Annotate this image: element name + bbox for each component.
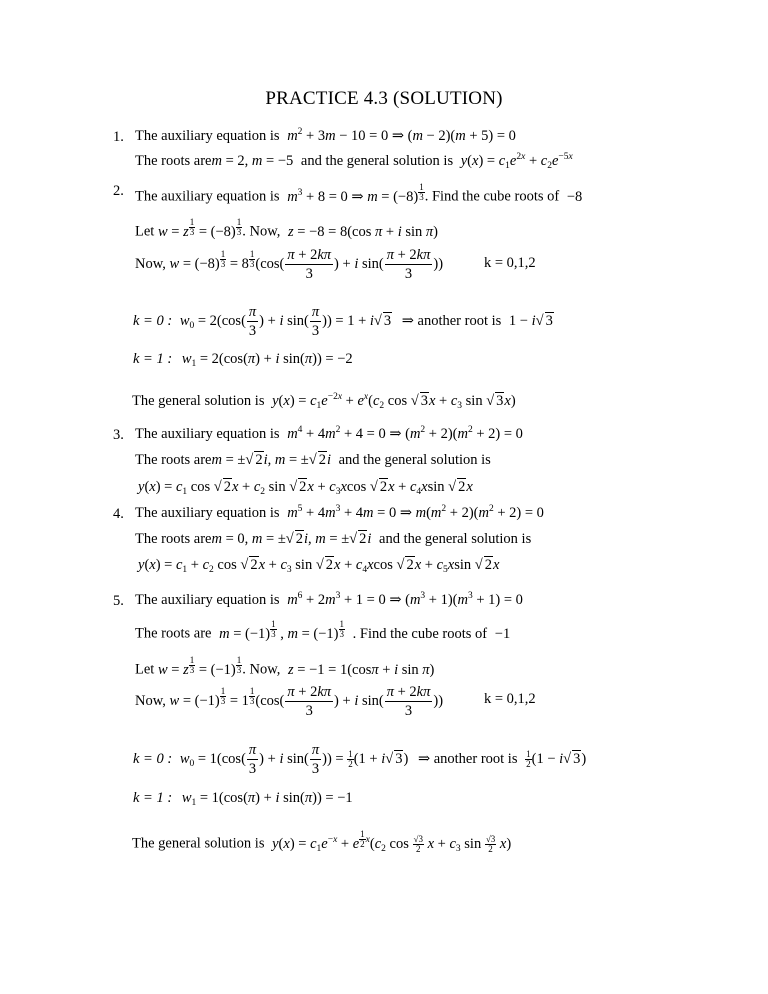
problem-5-k-range: k = 0,1,2 (484, 691, 536, 707)
problem-3-aux-line (135, 427, 523, 442)
problem-5-aux-line (135, 593, 523, 608)
aux-label: The auxiliary equation is (135, 505, 280, 521)
roots-label: The roots are (135, 452, 212, 468)
another-root-value: 1 − i√ 3 (508, 312, 553, 329)
problem-2-k1-line (133, 352, 353, 367)
problem-5-general-line (132, 830, 511, 854)
cube-roots-value: −1 (494, 625, 511, 642)
cube-roots-value: −8 (566, 188, 583, 205)
aux-label: The auxiliary equation is (135, 592, 280, 608)
aux-equation: $m^6 + 2m^3 + 1 = 0$ ⇒ $(m^3 + 1)(m^3 + 1) = 0$ (287, 591, 523, 608)
problem-2-aux-line (135, 183, 582, 204)
w-equation: w = (−8) $^{\frac{1}{3}}$ = 8 $^{\frac{1}{3}}$ (cos( $\frac{\pi + 2k\pi}{3}$ ) + i sin( $\frac{\pi + 2k\pi}{3}$ )) (169, 247, 444, 282)
problem-2-general-line (132, 394, 516, 409)
problem-1-aux-line (135, 129, 516, 144)
problem-1-roots-line (135, 154, 573, 169)
problem-3-number: 3. (113, 427, 124, 443)
now-label: . Now, (242, 223, 281, 240)
problem-5-w-line (135, 685, 443, 718)
k1-label: k = 1 : (133, 790, 173, 806)
problem-2-k-range: k = 0,1,2 (484, 255, 536, 271)
z-equation: z = −1 = 1(cosπ + i sin π) (288, 661, 435, 678)
another-root-label: ⇒ another root is (417, 750, 518, 767)
problem-2-w-line (135, 248, 443, 281)
now-label: Now, (135, 692, 166, 709)
k0-label: k = 0 : (133, 750, 173, 767)
another-root-label: ⇒ another root is (401, 312, 502, 329)
roots-label: The roots are (135, 153, 212, 169)
roots-label: The roots are (135, 531, 212, 547)
general-solution-label: and the general solution is (338, 452, 491, 468)
problem-4-general-equation: $y(x) = c_1 + c_2$ cos √ $2x + c_3$ sin √ $2x + c_4xcos$ √ $2x + c_5xsin$ √ 2x (138, 557, 500, 575)
problem-5-k1-line (133, 791, 353, 806)
k1-label: k = 1 : (133, 351, 173, 367)
problem-5-let-line (135, 656, 434, 677)
roots-equation: m = 2, m = −5 (211, 153, 294, 169)
k1-equation: $w_1 = 2(\cos(\pi) + i$ sin(π)) = −2 (181, 351, 353, 369)
let-equation: w = z $^{\frac{1}{3}}$ = (−8) $^{\frac{1}{3}}$ (157, 217, 242, 240)
problem-2-number: 2. (113, 183, 124, 199)
z-equation: z = −8 = 8(cos π + i sin π) (288, 223, 438, 240)
aux-equation: $m^3 + 8 = 0$ ⇒ m = (−8) $^{\frac{1}{3}}$ (287, 182, 424, 205)
let-label: Let (135, 223, 155, 240)
general-solution-equation: $y(x) = c_1e^{2x} + c_2e^{-5x}$ (460, 152, 573, 171)
problem-4-aux-line (135, 506, 544, 521)
aux-equation: $m^5 + 4m^3 + 4m = 0$ ⇒ $m(m^2 + 2)(m^2 + 2) = 0$ (287, 504, 544, 521)
now-label: . Now, (242, 661, 281, 678)
k0-equation: $w_0 = 2(\cos$( $\frac{\pi}{3}$ ) + i sin( $\frac{\pi}{3}$ )) = 1 + i√ 3 (179, 304, 392, 339)
aux-equation: $m^4 + 4m^2 + 4 = 0$ ⇒ $(m^2 + 2)(m^2 + 2) = 0$ (287, 425, 523, 442)
roots-equation: m = 0, m = ±√ 2i, m = ±√ 2i (211, 531, 372, 547)
let-label: Let (135, 661, 155, 678)
aux-label: The auxiliary equation is (135, 188, 280, 205)
problem-3-roots-line (135, 453, 491, 468)
k1-equation: $w_1 = 1(\cos(\pi) + i$ sin(π)) = −1 (181, 790, 353, 808)
problem-1-number: 1. (113, 129, 124, 145)
problem-2-let-line (135, 218, 438, 239)
general-solution-label: and the general solution is (379, 531, 532, 547)
k0-label: k = 0 : (133, 312, 173, 329)
problem-2-k0-line (133, 305, 554, 338)
problem-3-general-equation: $y(x) = c_1$ cos √ $2x + c_2$ sin √ $2x + c_3xcos$ √ $2x + c_4xsin$ √ 2x (138, 479, 473, 497)
general-solution-equation: $y(x) = c_1e^{-2x} + e^x(c_2$ cos √ $3x + c_3$ sin √ 3x) (272, 392, 516, 411)
general-solution-label: The general solution is (132, 835, 265, 852)
problem-5-number: 5. (113, 593, 124, 609)
cube-roots-label: . Find the cube roots of (352, 625, 488, 642)
aux-label: The auxiliary equation is (135, 426, 280, 442)
now-label: Now, (135, 255, 166, 272)
problem-5-k0-line (133, 743, 586, 776)
roots-label: The roots are (135, 625, 212, 642)
roots-equation: m = ±√ 2i, m = ±√ 2i (211, 452, 331, 468)
problem-4-number: 4. (113, 506, 124, 522)
let-equation: w = z $^{\frac{1}{3}}$ = (−1) $^{\frac{1}{3}}$ (157, 655, 242, 678)
another-root-value: $\frac{1}{2}$ (1 − i√ 3) (526, 749, 587, 769)
page-title: PRACTICE 4.3 (SOLUTION) (265, 88, 503, 109)
aux-equation: $m^2 + 3m - 10 = 0$ ⇒ (m − 2)(m + 5) = 0 (287, 127, 516, 144)
general-solution-equation: $y(x) = c_1e^{-x} + e$ $^{\frac{1}{2} x}(c_2$ cos $\frac{√3}{2}$ $x + c_3$ sin $\frac{√3}{2}$ x) (272, 829, 512, 854)
aux-label: The auxiliary equation is (135, 128, 280, 144)
w-equation: w = (−1) $^{\frac{1}{3}}$ = 1 $^{\frac{1}{3}}$ (cos( $\frac{\pi + 2k\pi}{3}$ ) + i sin( $\frac{\pi + 2k\pi}{3}$ )) (169, 684, 444, 719)
roots-equation: m = (−1) $^{\frac{1}{3}}$ , m = (−1) $^{\frac{1}{3}}$ (219, 619, 344, 642)
k0-equation: $w_0 = 1(\cos$( $\frac{\pi}{3}$ ) + i sin( $\frac{\pi}{3}$ )) = $\frac{1}{2}$ (1 + i√ 3) (179, 742, 409, 777)
general-solution-label: The general solution is (132, 393, 265, 409)
cube-roots-label: . Find the cube roots of (424, 188, 560, 205)
problem-4-roots-line (135, 532, 531, 547)
general-solution-label: and the general solution is (300, 153, 454, 169)
problem-5-roots-line (135, 620, 510, 641)
